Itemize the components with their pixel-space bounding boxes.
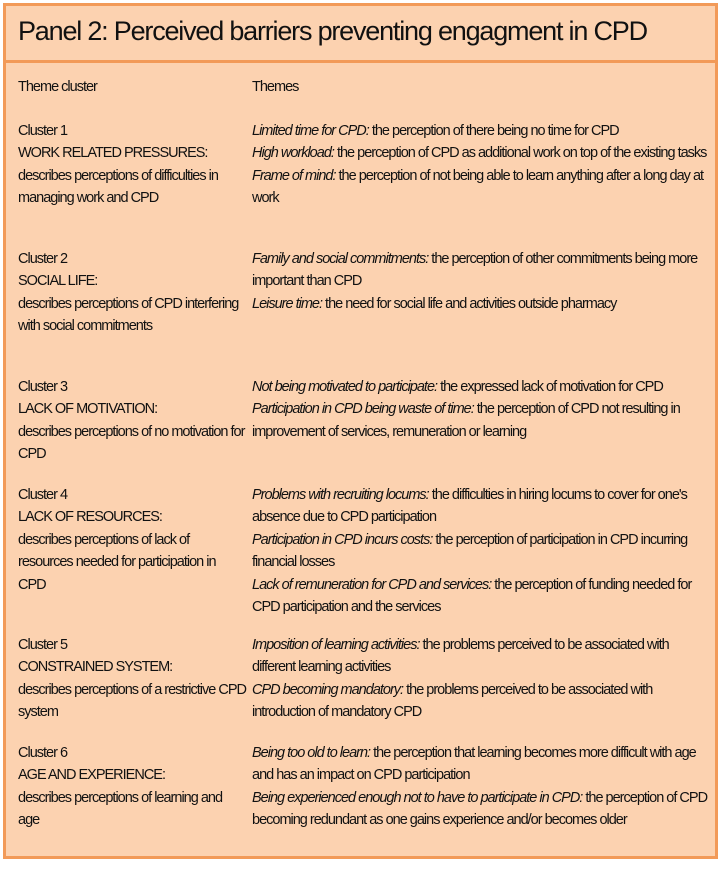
- theme-item: [252, 679, 714, 724]
- cluster-description: describes perceptions of lack of resources needed for participation in CPD: [18, 531, 216, 593]
- cluster-name: WORK RELATED PRESSURES:: [18, 145, 208, 162]
- theme-text: the perception of CPD not resulting in improvement of services, remuneration or learning: [252, 401, 680, 440]
- cluster-2-themes: [252, 248, 714, 315]
- theme-title: Problems with recruiting locums:: [252, 487, 429, 503]
- cluster-5-themes: [252, 634, 714, 724]
- theme-item: [252, 376, 714, 398]
- theme-title: Not being motivated to participate:: [252, 379, 438, 395]
- theme-item: [252, 742, 714, 787]
- cluster-number: Cluster 2: [18, 251, 68, 267]
- theme-text: the perception of CPD as additional work on top of the existing tasks: [333, 145, 707, 162]
- cluster-description: describes perceptions of a restrictive CPD system: [18, 681, 246, 721]
- theme-title: Participation in CPD being waste of time:: [252, 401, 474, 418]
- cluster-name: LACK OF RESOURCES:: [18, 509, 162, 526]
- cluster-6-themes: [252, 742, 714, 832]
- cluster-description: describes perceptions of no motivation for CPD: [18, 423, 245, 463]
- theme-text: the perception of not being able to learn anything after a long day at work: [252, 167, 704, 207]
- cluster-name: SOCIAL LIFE:: [18, 273, 98, 290]
- theme-title: Participation in CPD incurs costs:: [252, 531, 433, 548]
- theme-text: the perception of there being no time for CPD: [368, 123, 619, 139]
- theme-text: the problems perceived to be associated with different learning activities: [252, 637, 669, 676]
- theme-text: the perception of participation in CPD incurring financial losses: [252, 531, 688, 571]
- cluster-1-info: [18, 120, 246, 210]
- theme-cluster-header: Theme cluster: [18, 79, 97, 95]
- theme-item: [252, 165, 714, 210]
- cluster-description: describes perceptions of learning and age: [18, 789, 223, 829]
- theme-item: [252, 634, 714, 679]
- theme-text: the perception of funding needed for CPD participation and the services: [252, 576, 692, 616]
- theme-text: the difficulties in hiring locums to cover for one's absence due to CPD participation: [252, 487, 687, 526]
- theme-title: High workload:: [252, 145, 334, 162]
- cluster-name: AGE AND EXPERIENCE:: [18, 767, 165, 784]
- theme-text: the perception that learning becomes more difficult with age and has an impact on CPD participation: [252, 745, 696, 784]
- theme-text: the need for social life and activities outside pharmacy: [322, 295, 617, 312]
- theme-item: [252, 293, 714, 315]
- theme-item: [252, 529, 714, 574]
- theme-item: [252, 398, 714, 443]
- theme-item: [252, 787, 714, 832]
- theme-text: the perception of CPD becoming redundant as one gains experience and/or becomes older: [252, 789, 708, 829]
- theme-item: [252, 574, 714, 619]
- cluster-5-info: [18, 634, 246, 724]
- theme-text: the expressed lack of motivation for CPD: [437, 379, 663, 395]
- cluster-4-info: [18, 484, 246, 596]
- theme-item: [252, 120, 714, 142]
- theme-title: Imposition of learning activities:: [252, 637, 420, 653]
- theme-title: Being too old to learn:: [252, 745, 371, 761]
- theme-item: [252, 142, 714, 164]
- cluster-description: describes perceptions of difficulties in managing work and CPD: [18, 167, 218, 207]
- cluster-3-themes: [252, 376, 714, 443]
- theme-title: Frame of mind:: [252, 167, 336, 184]
- cluster-number: Cluster 3: [18, 379, 68, 395]
- theme-title: Family and social commitments:: [252, 251, 429, 267]
- cluster-number: Cluster 1: [18, 123, 68, 139]
- theme-title: Lack of remuneration for CPD and services:: [252, 576, 492, 593]
- cluster-1-themes: [252, 120, 714, 210]
- cluster-3-info: [18, 376, 246, 466]
- theme-title: Limited time for CPD:: [252, 123, 369, 139]
- themes-header: Themes: [252, 79, 299, 95]
- theme-item: [252, 484, 714, 529]
- theme-text: the problems perceived to be associated with introduction of mandatory CPD: [252, 681, 653, 721]
- cluster-4-themes: [252, 484, 714, 618]
- cluster-number: Cluster 4: [18, 487, 68, 503]
- cluster-6-info: [18, 742, 246, 832]
- barriers-panel: [3, 3, 718, 859]
- cluster-name: LACK OF MOTIVATION:: [18, 401, 158, 418]
- theme-title: CPD becoming mandatory:: [252, 681, 404, 698]
- theme-text: the perception of other commitments being more important than CPD: [252, 251, 698, 290]
- cluster-2-info: [18, 248, 246, 338]
- cluster-description: describes perceptions of CPD interfering with social commitments: [18, 295, 239, 335]
- panel-title: Panel 2: Perceived barriers preventing engagment in CPD: [18, 16, 647, 46]
- cluster-number: Cluster 6: [18, 745, 68, 761]
- cluster-name: CONSTRAINED SYSTEM:: [18, 659, 173, 676]
- theme-title: Being experienced enough not to have to participate in CPD:: [252, 789, 583, 806]
- cluster-number: Cluster 5: [18, 637, 68, 653]
- title-divider: [6, 60, 715, 63]
- theme-item: [252, 248, 714, 293]
- theme-title: Leisure time:: [252, 295, 323, 312]
